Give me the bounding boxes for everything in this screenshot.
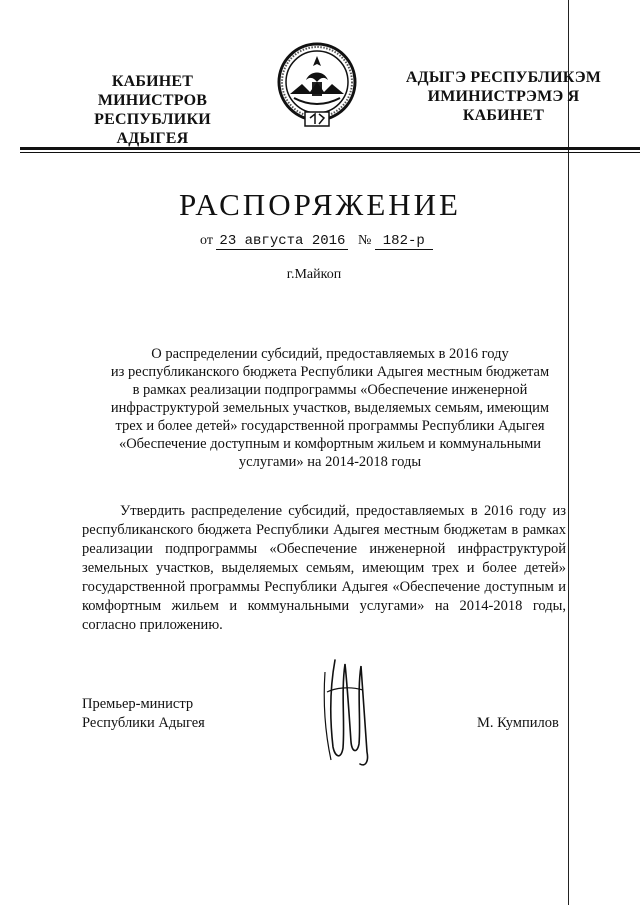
date-prefix: от	[200, 233, 213, 248]
document-body	[82, 502, 566, 635]
subject-line: услугами» на 2014-2018 годы	[238, 454, 422, 470]
header-right	[396, 68, 611, 125]
subject-line: трех и более детей» государственной программы Республики Адыгея	[115, 418, 545, 434]
header-right-line1: АДЫГЭ РЕСПУБЛИКЭМ	[405, 69, 602, 86]
signatory-name: М. Кумпилов	[477, 715, 559, 731]
date-number-line	[200, 233, 460, 250]
subject-line: О распределении субсидий, предоставляемых в 2016 году	[151, 346, 509, 362]
signatory-position-line2: Республики Адыгея	[82, 715, 205, 731]
header-right-line2: ИМИНИСТРЭМЭ Я КАБИНЕТ	[427, 88, 580, 124]
signatory-position	[82, 695, 205, 733]
subject-line: в рамках реализации подпрограммы «Обеспечение инженерной	[132, 382, 528, 398]
header-left	[60, 72, 245, 148]
header-left-line1: КАБИНЕТ МИНИСТРОВ	[97, 73, 208, 109]
document-city: г.Майкоп	[286, 267, 342, 282]
header-rule-thin	[20, 152, 640, 153]
scan-edge-line	[568, 0, 569, 905]
signatory-position-line1: Премьер-министр	[82, 696, 194, 712]
subject-line: «Обеспечение доступным и комфортным жильем и коммунальными	[118, 436, 542, 452]
header-rule-thick	[20, 147, 640, 150]
coat-of-arms-icon	[272, 38, 362, 134]
subject-line: инфраструктурой земельных участков, выделяемых семьям, имеющим	[110, 400, 550, 416]
document-date: 23 августа 2016	[216, 233, 348, 250]
number-prefix: №	[357, 233, 372, 248]
handwritten-signature-icon	[305, 652, 380, 772]
document-title: РАСПОРЯЖЕНИЕ	[179, 187, 461, 222]
document-subject	[95, 345, 565, 471]
document-number: 182-р	[375, 233, 433, 250]
body-paragraph: Утвердить распределение субсидий, предоставляемых в 2016 году из республиканского бюджета Республики Адыгея местным бюджетам в рамках реализации подпрограммы «Обеспечение инженерной инфраструктурой земельных участков, выделяемых семьям, имеющим трех и более детей» государственной программы Республики Адыгея «Обеспечение доступным и комфортным жильем и коммунальными услугами» на 2014-2018 годы, согласно приложению.	[82, 503, 566, 633]
header-left-line2: РЕСПУБЛИКИ АДЫГЕЯ	[94, 111, 211, 147]
subject-line: из республиканского бюджета Республики Адыгея местным бюджетам	[110, 364, 550, 380]
